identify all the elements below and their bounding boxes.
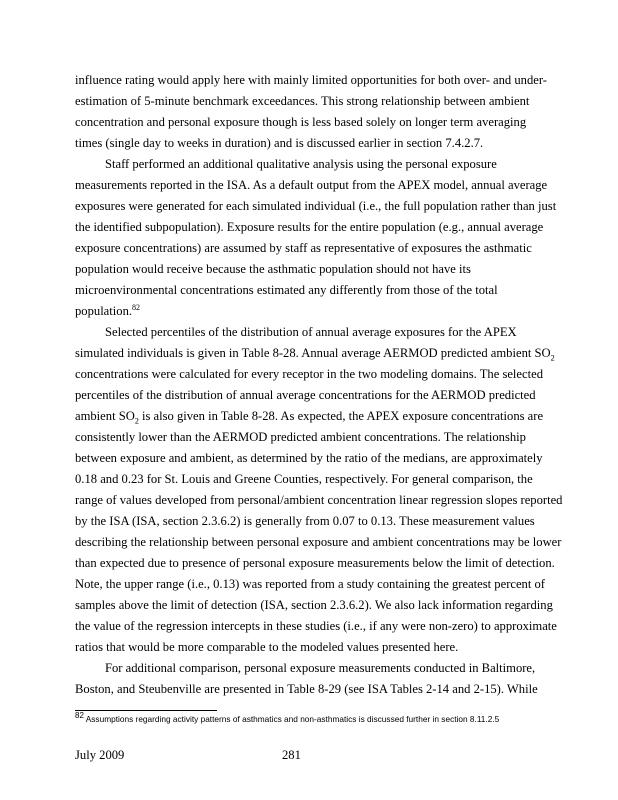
body-line: exposures were generated for each simulated individual (i.e., the full population rather than just xyxy=(75,199,557,213)
body-line: percentiles of the distribution of annual average concentrations for the AERMOD predicted xyxy=(75,388,536,402)
body-line: concentration and personal exposure though is less based solely on longer term averaging xyxy=(75,115,527,129)
footer-date: July 2009 xyxy=(75,748,125,762)
body-text: population. xyxy=(75,304,133,318)
footnote-divider xyxy=(75,710,217,711)
body-line: range of values developed from personal/ambient concentration linear regression slopes reported xyxy=(75,493,563,507)
footnote-number: 82 xyxy=(75,711,84,721)
body-line: For additional comparison, personal exposure measurements conducted in Baltimore, xyxy=(105,661,536,675)
body-text: simulated individuals is given in Table 8-28. Annual average AERMOD predicted ambient SO xyxy=(75,346,551,360)
body-line: estimation of 5-minute benchmark exceedances. This strong relationship between ambient xyxy=(75,94,530,108)
body-line: the identified subpopulation). Exposure results for the entire population (e.g., annual average xyxy=(75,220,544,234)
body-line: times (single day to weeks in duration) and is discussed earlier in section 7.4.2.7. xyxy=(75,136,484,150)
body-line: influence rating would apply here with mainly limited opportunities for both over- and under- xyxy=(75,73,547,87)
body-line: Boston, and Steubenville are presented in Table 8-29 (see ISA Tables 2-14 and 2-15). While xyxy=(75,682,538,696)
body-line: population would receive because the asthmatic population should not have its xyxy=(75,262,471,276)
body-line xyxy=(75,345,575,361)
body-line: the value of the regression intercepts in these studies (i.e., if any were non-zero) to approximate xyxy=(75,619,557,633)
body-text: is also given in Table 8-28. As expected, the APEX exposure concentrations are xyxy=(138,409,544,423)
body-line: by the ISA (ISA, section 2.3.6.2) is generally from 0.07 to 0.13. These measurement values xyxy=(75,514,535,528)
subscript: 2 xyxy=(134,416,139,424)
body-line: 0.18 and 0.23 for St. Louis and Greene Counties, respectively. For general comparison, the xyxy=(75,472,533,486)
body-line: samples above the limit of detection (ISA, section 2.3.6.2). We also lack information regarding xyxy=(75,598,553,612)
body-line: than expected due to presence of personal exposure measurements below the limit of detection. xyxy=(75,556,555,570)
subscript: 2 xyxy=(550,353,555,361)
body-line xyxy=(75,303,575,319)
body-line xyxy=(75,408,575,424)
body-line: Note, the upper range (i.e., 0.13) was reported from a study containing the greatest percent of xyxy=(75,577,545,591)
body-text: ambient SO xyxy=(75,409,135,423)
body-line: describing the relationship between personal exposure and ambient concentrations may be lower xyxy=(75,535,562,549)
body-line: microenvironmental concentrations estimated any differently from those of the total xyxy=(75,283,498,297)
footnote xyxy=(75,711,595,725)
body-line: consistently lower than the AERMOD predicted ambient concentrations. The relationship xyxy=(75,430,526,444)
body-line: between exposure and ambient, as determined by the ratio of the medians, are approximately xyxy=(75,451,543,465)
footnote-text: Assumptions regarding activity patterns of asthmatics and non-asthmatics is discussed further in section 8.11.2.5 xyxy=(83,714,500,724)
page-number: 281 xyxy=(282,748,301,762)
body-line: concentrations were calculated for every receptor in the two modeling domains. The selected xyxy=(75,367,543,381)
body-line: ratios that would be more comparable to the modeled values presented here. xyxy=(75,640,459,654)
body-line: measurements reported in the ISA. As a default output from the APEX model, annual average xyxy=(75,178,548,192)
body-line: Staff performed an additional qualitative analysis using the personal exposure xyxy=(105,157,497,171)
body-line: Selected percentiles of the distribution of annual average exposures for the APEX xyxy=(105,325,517,339)
body-line: exposure concentrations) are assumed by staff as representative of exposures the asthmatic xyxy=(75,241,532,255)
footnote-reference: 82 xyxy=(132,303,141,312)
